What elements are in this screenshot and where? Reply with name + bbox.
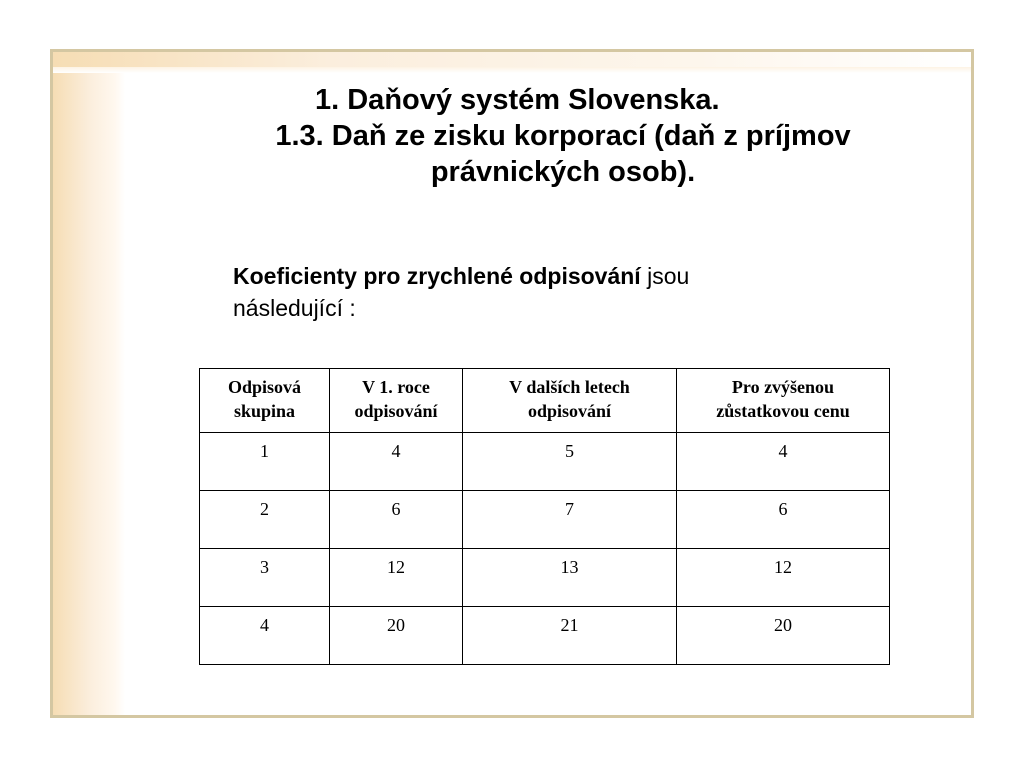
table-row [200, 433, 890, 491]
decorative-left-fade [115, 52, 125, 715]
table-cell: 7 [463, 491, 677, 549]
table-cell: 20 [677, 607, 890, 665]
table-row [200, 549, 890, 607]
table-cell: 4 [330, 433, 463, 491]
coefficient-table [199, 368, 890, 665]
slide-title [183, 82, 943, 190]
table-header-row [200, 369, 890, 433]
table-row [200, 491, 890, 549]
table-cell: 12 [330, 549, 463, 607]
slide-subtitle [233, 260, 873, 324]
subtitle-rest: jsou [640, 263, 690, 289]
header-cell-increased-value: Pro zvýšenou zůstatkovou cenu [677, 369, 890, 433]
table-cell: 5 [463, 433, 677, 491]
table-cell: 4 [677, 433, 890, 491]
table-cell: 1 [200, 433, 330, 491]
decorative-left-band [53, 52, 115, 715]
slide [50, 49, 974, 718]
table-cell: 20 [330, 607, 463, 665]
table-cell: 21 [463, 607, 677, 665]
decorative-top-fade [53, 67, 971, 73]
table-cell: 4 [200, 607, 330, 665]
header-cell-next-years: V dalších letech odpisování [463, 369, 677, 433]
header-cell-first-year: V 1. roce odpisování [330, 369, 463, 433]
table-cell: 12 [677, 549, 890, 607]
title-line-3: právnických osob). [430, 156, 696, 188]
table-cell: 6 [330, 491, 463, 549]
table-cell: 13 [463, 549, 677, 607]
table-cell: 3 [200, 549, 330, 607]
subtitle-bold: Koeficienty pro zrychlené odpisování [233, 263, 641, 289]
title-line-1: 1. Daňový systém Slovenska. [315, 84, 720, 116]
table-cell: 2 [200, 491, 330, 549]
table-cell: 6 [677, 491, 890, 549]
header-cell-group: Odpisová skupina [200, 369, 330, 433]
decorative-top-band [53, 52, 971, 67]
table-row [200, 607, 890, 665]
title-line-2: 1.3. Daň ze zisku korporací (daň z príjmov [275, 120, 851, 152]
subtitle-line-2: následující : [233, 295, 356, 321]
